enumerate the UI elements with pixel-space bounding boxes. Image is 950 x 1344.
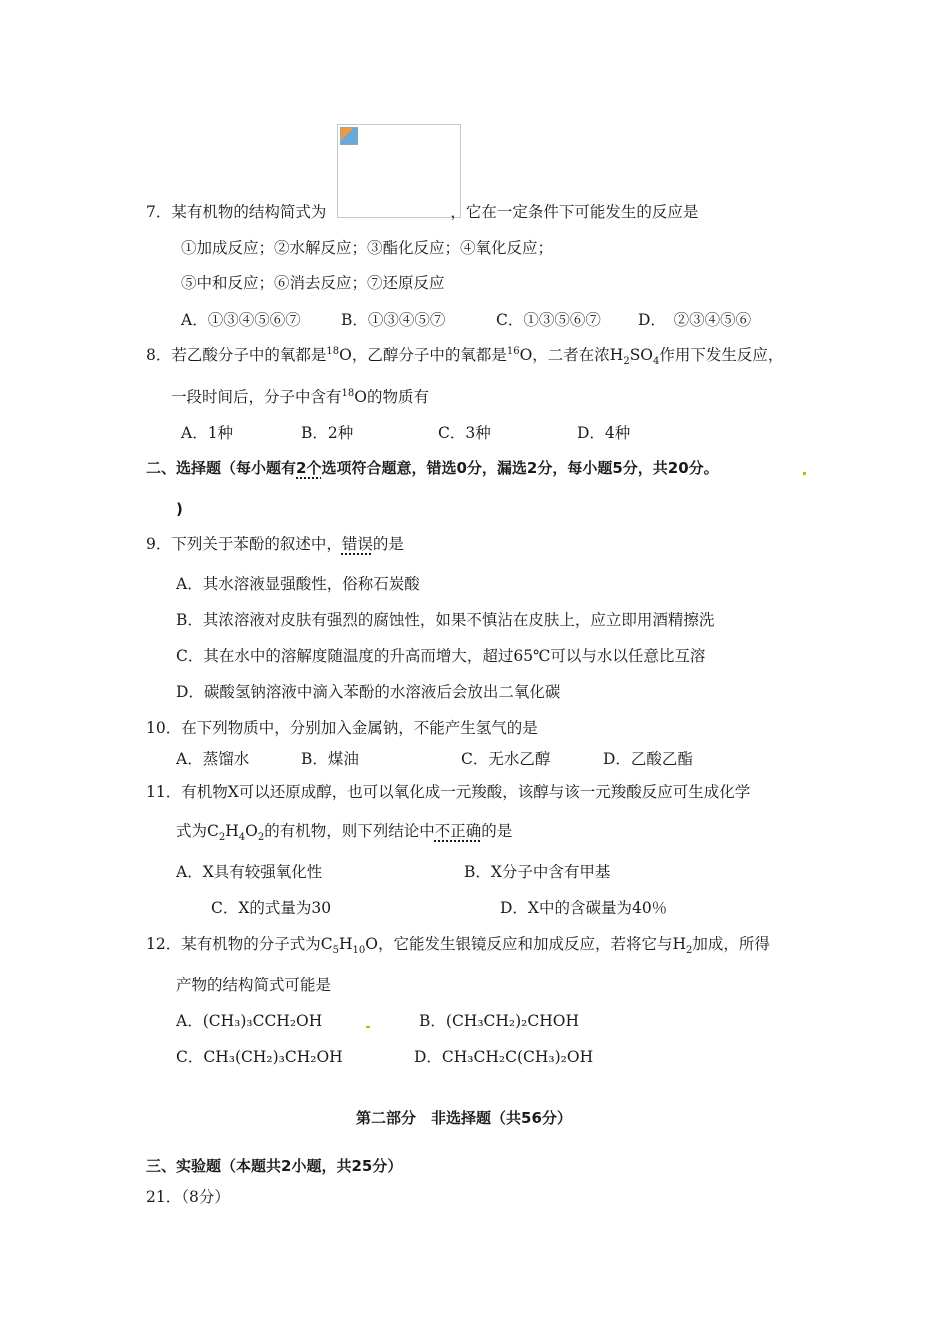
section2-title-end: )	[176, 500, 183, 518]
q9-option-c: C．其在水中的溶解度随温度的升高而增大，超过65℃可以与水以任意比互溶	[176, 647, 706, 665]
q12-option-d: D．CH₃CH₂C(CH₃)₂OH	[414, 1048, 594, 1066]
q12-stem-line2: 产物的结构简式可能是	[176, 976, 332, 994]
q7-option-a: A．①③④⑤⑥⑦	[181, 311, 301, 329]
stray-mark-2	[366, 1026, 370, 1028]
q8-option-c: C．3种	[438, 424, 491, 442]
q7-option-c: C．①③⑤⑥⑦	[496, 311, 601, 329]
q11-option-a: A．X具有较强氧化性	[176, 863, 323, 881]
q9-stem: 9．下列关于苯酚的叙述中，错误的是	[146, 535, 404, 553]
q12-option-c: C．CH₃(CH₂)₃CH₂OH	[176, 1048, 343, 1066]
q9-option-b: B．其浓溶液对皮肤有强烈的腐蚀性，如果不慎沾在皮肤上，应立即用酒精擦洗	[176, 611, 715, 629]
q9-option-d: D．碳酸氢钠溶液中滴入苯酚的水溶液后会放出二氧化碳	[176, 683, 561, 701]
q10-option-a: A．蒸馏水	[176, 750, 250, 768]
stray-mark	[803, 472, 806, 475]
q10-option-d: D．乙酸乙酯	[603, 750, 693, 768]
q10-option-c: C．无水乙醇	[461, 750, 551, 768]
q11-stem-line2: 式为$C_2H_4O_2$的有机物，则下列结论中不正确的是	[176, 822, 513, 844]
q21-label: 21．（8分）	[146, 1188, 230, 1206]
q12-stem-line1: 12．某有机物的分子式为$C_5H_{10}O$，它能发生银镜反应和加成反应，若将它与$H_2$加成，所得	[146, 935, 770, 957]
q7-reactions-line2: ⑤中和反应；⑥消去反应；⑦还原反应	[181, 274, 445, 292]
q7-option-b: B．①③④⑤⑦	[341, 311, 446, 329]
q7-stem: 7．某有机物的结构简式为 ，它在一定条件下可能发生的反应是	[146, 203, 699, 221]
q12-option-a: A．(CH₃)₃CCH₂OH	[176, 1012, 323, 1030]
section2-title: 二、选择题（每小题有2个选项符合题意，错选0分，漏选2分，每小题5分，共20分。	[146, 459, 719, 477]
part2-title: 第二部分 非选择题（共56分）	[356, 1109, 572, 1127]
q7-reactions-line1: ①加成反应；②水解反应；③酯化反应；④氧化反应；	[181, 239, 554, 257]
q8-option-a: A．1种	[181, 424, 234, 442]
q11-stem-line1: 11．有机物X可以还原成醇，也可以氧化成一元羧酸，该醇与该一元羧酸反应可生成化学	[146, 783, 751, 801]
q11-option-d: D．X中的含碳量为40％	[500, 899, 668, 917]
q12-option-b: B．(CH₃CH₂)₂CHOH	[419, 1012, 579, 1030]
q10-stem: 10．在下列物质中，分别加入金属钠，不能产生氢气的是	[146, 719, 538, 737]
q11-option-c: C．X的式量为30	[211, 899, 332, 917]
q8-stem-line1: 8．若乙酸分子中的氧都是$^{18}$O，乙醇分子中的氧都是$^{16}$O，二者在浓$H_2SO_4$作用下发生反应，	[146, 345, 784, 368]
q11-option-b: B．X分子中含有甲基	[464, 863, 611, 881]
broken-image-icon	[340, 127, 358, 145]
q8-option-b: B．2种	[301, 424, 354, 442]
q10-option-b: B．煤油	[301, 750, 359, 768]
q8-stem-line2: 一段时间后，分子中含有$^{18}$O的物质有	[171, 387, 429, 406]
q7-option-d: D． ②③④⑤⑥	[638, 311, 752, 329]
q8-option-d: D．4种	[577, 424, 631, 442]
section3-title: 三、实验题（本题共2小题，共25分）	[146, 1157, 403, 1175]
q9-option-a: A．其水溶液显强酸性，俗称石炭酸	[176, 575, 420, 593]
